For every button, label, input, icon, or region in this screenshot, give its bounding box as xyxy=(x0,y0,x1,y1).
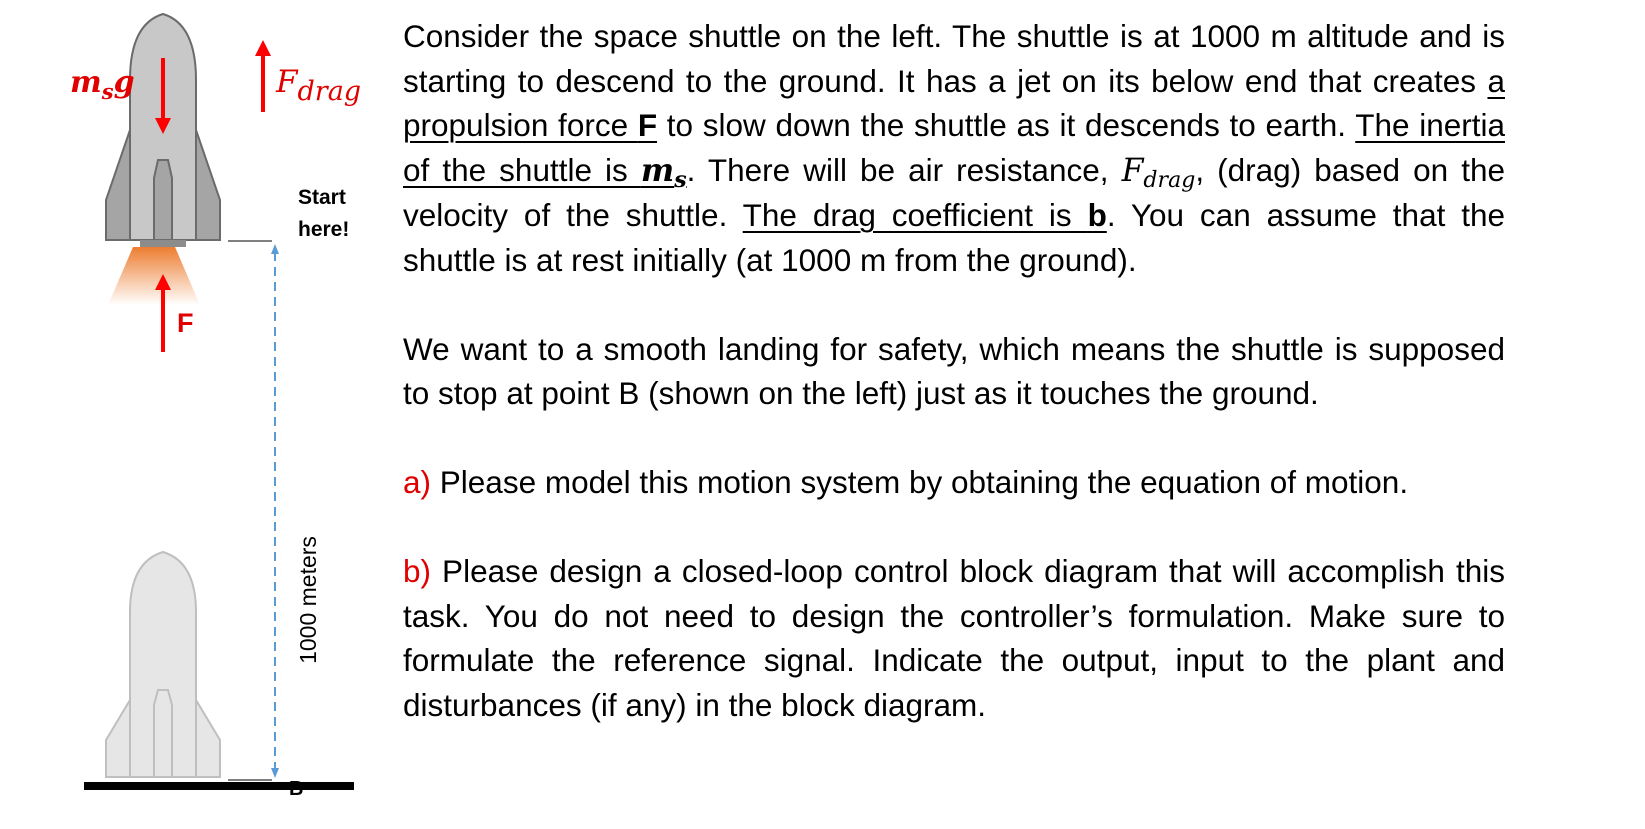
problem-paragraph-2: We want to a smooth landing for safety, which means the shuttle is supposed to stop at point B (shown on the left) just as it touches the ground. xyxy=(403,330,1505,411)
start-label-line2: here! xyxy=(298,218,350,241)
ground xyxy=(84,782,354,790)
weight-label xyxy=(70,65,135,104)
drag-label xyxy=(275,64,361,107)
shuttle-bottom xyxy=(106,552,220,790)
part-b xyxy=(403,549,1505,727)
distance-arrowhead-top xyxy=(271,244,279,254)
right-fin-bottom xyxy=(196,700,220,777)
part-b-text: Please design a closed-loop control block diagram that will accomplish this task. You do not need to design the controller’s formulation. Make sure to formulate the reference signal. Indicate the output, input to the plant and disturbances (if any) in the block diagram. xyxy=(403,553,1505,723)
p1-s4: , (drag) based on the velocity of the shuttle. xyxy=(403,151,1506,233)
p1-s1: Consider the space shuttle on the left. The shuttle is at 1000 m altitude and is starting to descend to the ground. It has a jet on its below end that creates xyxy=(403,18,1505,99)
inertia-symbol-sub: s xyxy=(674,166,687,193)
shuttle-figure xyxy=(0,0,400,829)
start-label-line1: Start xyxy=(298,186,346,209)
left-fin xyxy=(106,130,130,240)
weight-label-sub: s xyxy=(101,79,114,104)
part-a xyxy=(403,460,1505,505)
weight-label-base: m xyxy=(70,65,102,100)
weight-label-g: g xyxy=(113,65,135,100)
drag-label-sub: drag xyxy=(297,76,362,107)
flame xyxy=(108,247,200,305)
center-fin xyxy=(154,160,172,240)
inertia-symbol-base: m xyxy=(640,151,675,189)
drag-symbol xyxy=(1121,152,1196,193)
p1-s3: . There will be air resistance, xyxy=(686,151,1122,188)
p1-s5: . You can assume that the shuttle is at rest initially (at 1000 m from the ground). xyxy=(403,197,1506,278)
drag-symbol-base: F xyxy=(1121,152,1144,189)
propulsion-label: F xyxy=(177,308,194,338)
p1-s2: to slow down the shuttle as it descends to earth. xyxy=(657,107,1356,143)
shuttle-top xyxy=(106,14,220,305)
point-b-label: B xyxy=(289,778,304,800)
distance-label: 1000 meters xyxy=(295,536,321,664)
drag-label-base: F xyxy=(276,64,298,100)
right-fin xyxy=(196,130,220,240)
center-fin-bottom xyxy=(154,690,172,777)
engine-nozzle xyxy=(140,240,186,247)
part-b-label: b) xyxy=(403,553,432,589)
p1-u1: a propulsion force xyxy=(403,62,1505,143)
drag-symbol-sub: drag xyxy=(1143,167,1196,193)
drag-coefficient-phrase xyxy=(743,197,1107,233)
distance-arrowhead-bottom xyxy=(271,768,279,778)
part-a-label: a) xyxy=(403,464,432,500)
p1-u3-bold: b xyxy=(1087,197,1107,233)
p1-u1-bold: F xyxy=(637,107,658,143)
problem-statement xyxy=(403,14,1505,727)
p1-u2: The inertia of the shuttle is xyxy=(403,107,1506,188)
inertia-symbol xyxy=(640,151,687,193)
p1-u3: The drag coefficient is xyxy=(742,197,1088,233)
part-a-text: Please model this motion system by obtaining the equation of motion. xyxy=(431,464,1409,500)
problem-paragraph-1 xyxy=(403,14,1505,282)
left-fin-bottom xyxy=(106,700,130,777)
